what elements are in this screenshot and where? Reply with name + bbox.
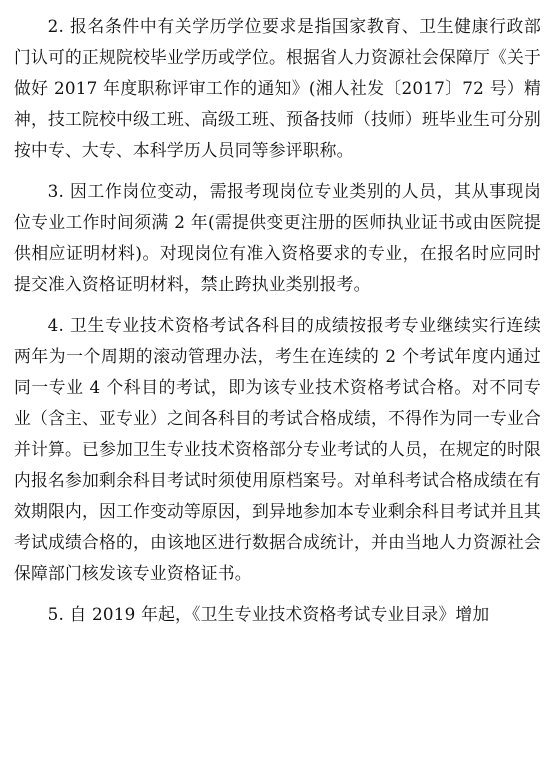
document-page	[14, 0, 541, 630]
paragraph-item-5: 5. 自 2019 年起，《卫生专业技术资格考试专业目录》增加	[47, 604, 490, 624]
paragraph-item-3: 3. 因工作岗位变动，需报考现岗位专业类别的人员，其从事现岗位专业工作时间须满 2 年(需提供变更注册的医师执业证书或由医院提供相应证明材料)。对现岗位有准入资格要求的专业，在报名时应同时提交准入资格证明材料，禁止跨执业类别报考。	[14, 181, 541, 294]
paragraph-item-2: 2. 报名条件中有关学历学位要求是指国家教育、卫生健康行政部门认可的正规院校毕业学历或学位。根据省人力资源社会保障厅《关于做好 2017 年度职称评审工作的通知》(湘人社发〔2017〕72 号）精神，技工院校中级工班、高级工班、预备技师（技师）班毕业生可分别按中专、大专、本科学历人员同等参评职称。	[14, 16, 541, 160]
paragraph-item-4: 4. 卫生专业技术资格考试各科目的成绩按报考专业继续实行连续两年为一个周期的滚动管理办法，考生在连续的 2 个考试年度内通过同一专业 4 个科目的考试，即为该专业技术资格考试合格。对不同专业（含主、亚专业）之间各科目的考试合格成绩，不得作为同一专业合并计算。已参加卫生专业技术资格部分专业考试的人员，在规定的时限内报名参加剩余科目考试时须使用原档案号。对单科考试合格成绩在有效期限内，因工作变动等原因，到异地参加本专业剩余科目考试并且其考试成绩合格的，由该地区进行数据合成统计，并由当地人力资源社会保障部门核发该专业资格证书。	[14, 315, 541, 583]
